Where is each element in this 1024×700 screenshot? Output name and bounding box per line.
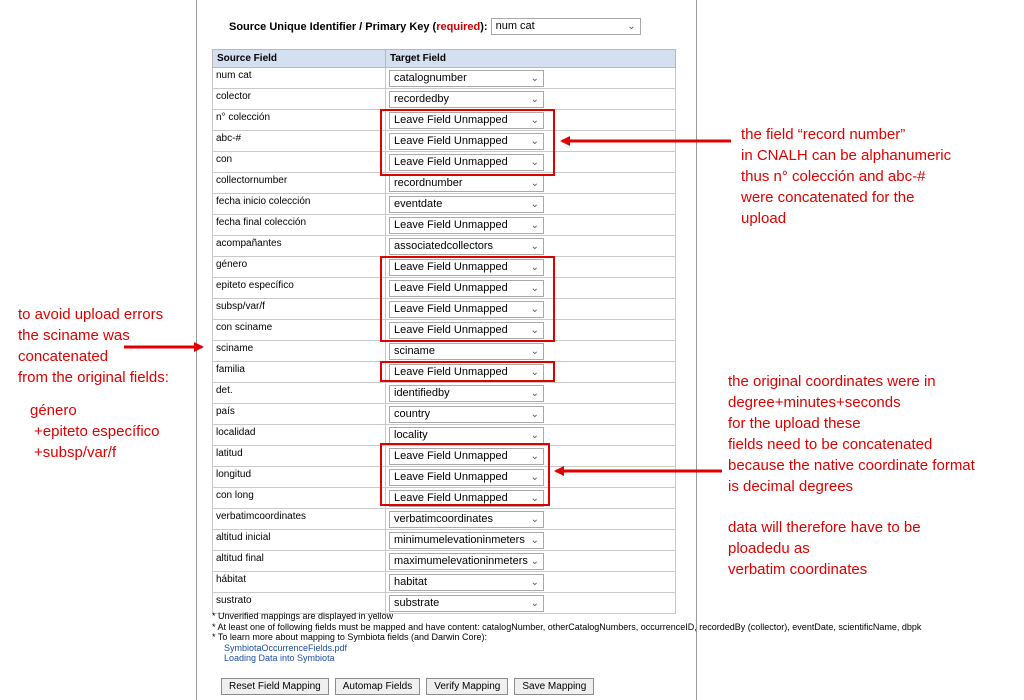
target-field-value: habitat (394, 575, 428, 588)
target-field-value: Leave Field Unmapped (394, 302, 508, 315)
chevron-down-icon: ⌄ (530, 93, 539, 105)
target-field-value: Leave Field Unmapped (394, 260, 508, 273)
source-field-cell: latitud (213, 446, 386, 467)
source-field-cell: con long (213, 488, 386, 509)
source-field-cell: género (213, 257, 386, 278)
chevron-down-icon: ⌄ (530, 408, 539, 420)
target-field-value: eventdate (394, 197, 443, 210)
primary-key-label-end: ): (480, 20, 488, 33)
note-learn-more: * To learn more about mapping to Symbiota fields (and Darwin Core): (212, 632, 487, 642)
source-field-cell: collectornumber (213, 173, 386, 194)
chevron-down-icon: ⌄ (530, 555, 539, 567)
target-field-value: Leave Field Unmapped (394, 155, 508, 168)
annotation-coordinates (728, 371, 975, 497)
target-field-value: minimumelevationinmeters (394, 533, 525, 546)
ann-line: thus n° colección and abc-# (741, 168, 926, 185)
source-field-cell: altitud final (213, 551, 386, 572)
save-mapping-button[interactable]: Save Mapping (514, 678, 594, 695)
chevron-down-icon: ⌄ (530, 324, 539, 336)
source-field-cell: sustrato (213, 593, 386, 614)
chevron-down-icon: ⌄ (530, 135, 539, 147)
primary-key-label: Source Unique Identifier / Primary Key ( (229, 20, 437, 33)
source-field-cell: con sciname (213, 320, 386, 341)
source-field-cell: con (213, 152, 386, 173)
chevron-down-icon: ⌄ (530, 345, 539, 357)
chevron-down-icon: ⌄ (530, 303, 539, 315)
ann-line: upload (741, 210, 787, 227)
source-field-cell: num cat (213, 68, 386, 89)
source-field-cell: acompañantes (213, 236, 386, 257)
chevron-down-icon: ⌄ (530, 387, 539, 399)
ann-line: género (30, 402, 77, 419)
required-marker: required (436, 20, 481, 33)
target-field-value: recordnumber (394, 176, 463, 189)
source-field-cell: longitud (213, 467, 386, 488)
target-field-value: Leave Field Unmapped (394, 470, 508, 483)
annotation-verbatim (728, 517, 921, 580)
target-field-value: Leave Field Unmapped (394, 281, 508, 294)
ann-line: +epiteto específico (34, 423, 160, 440)
ann-line: +subsp/var/f (34, 444, 117, 461)
source-field-header: Source Field (213, 50, 386, 68)
ann-line: for the upload these (728, 415, 861, 432)
source-field-cell: n° colección (213, 110, 386, 131)
target-field-value: maximumelevationinmeters (394, 554, 528, 567)
chevron-down-icon: ⌄ (530, 450, 539, 462)
ann-line: to avoid upload errors (18, 306, 164, 323)
ann-line: in CNALH can be alphanumeric (741, 147, 952, 164)
ann-line: the original coordinates were in (728, 373, 936, 390)
source-field-cell: fecha inicio colección (213, 194, 386, 215)
automap-fields-button[interactable]: Automap Fields (335, 678, 420, 695)
target-field-value: sciname (394, 344, 435, 357)
ann-line: the sciname was (18, 327, 130, 344)
verify-mapping-button[interactable]: Verify Mapping (426, 678, 508, 695)
chevron-down-icon: ⌄ (627, 21, 636, 32)
ann-line: were concatenated for the (741, 189, 915, 206)
chevron-down-icon: ⌄ (530, 177, 539, 189)
source-field-cell: altitud inicial (213, 530, 386, 551)
source-field-cell: verbatimcoordinates (213, 509, 386, 530)
target-field-value: locality (394, 428, 428, 441)
target-field-value: substrate (394, 596, 440, 609)
target-field-value: catalognumber (394, 71, 467, 84)
chevron-down-icon: ⌄ (530, 198, 539, 210)
chevron-down-icon: ⌄ (530, 261, 539, 273)
reset-field-mapping-button[interactable]: Reset Field Mapping (221, 678, 329, 695)
annotation-sciname-fields (30, 400, 160, 463)
annotation-record-number (741, 124, 951, 229)
ann-line: verbatim coordinates (728, 561, 868, 578)
ann-line: ploadedu as (728, 540, 810, 557)
note-unverified: * Unverified mappings are displayed in yellow (212, 611, 394, 621)
ann-line: the field “record number” (741, 126, 906, 143)
chevron-down-icon: ⌄ (530, 366, 539, 378)
target-field-value: associatedcollectors (394, 239, 494, 252)
source-field-cell: sciname (213, 341, 386, 362)
chevron-down-icon: ⌄ (530, 429, 539, 441)
symbiota-fields-link[interactable]: SymbiotaOccurrenceFields.pdf (224, 642, 348, 653)
chevron-down-icon: ⌄ (530, 282, 539, 294)
loading-data-link[interactable]: Loading Data into Symbiota (224, 653, 335, 663)
ann-line: is decimal degrees (728, 478, 854, 495)
source-field-cell: fecha final colección (213, 215, 386, 236)
chevron-down-icon: ⌄ (530, 72, 539, 84)
chevron-down-icon: ⌄ (530, 492, 539, 504)
chevron-down-icon: ⌄ (530, 534, 539, 546)
source-field-cell: hábitat (213, 572, 386, 593)
target-field-value: identifiedby (394, 386, 450, 399)
chevron-down-icon: ⌄ (530, 471, 539, 483)
source-field-cell: subsp/var/f (213, 299, 386, 320)
chevron-down-icon: ⌄ (530, 156, 539, 168)
target-field-value: country (394, 407, 431, 420)
ann-line: degree+minutes+seconds (728, 394, 901, 411)
target-field-value: Leave Field Unmapped (394, 449, 508, 462)
target-field-value: Leave Field Unmapped (394, 218, 508, 231)
source-field-cell: localidad (213, 425, 386, 446)
target-field-header: Target Field (386, 50, 676, 68)
ann-line: because the native coordinate format (728, 457, 975, 474)
source-field-cell: familia (213, 362, 386, 383)
annotation-sciname (18, 304, 169, 388)
chevron-down-icon: ⌄ (530, 597, 539, 609)
target-field-value: Leave Field Unmapped (394, 113, 508, 126)
chevron-down-icon: ⌄ (530, 114, 539, 126)
source-field-cell: país (213, 404, 386, 425)
chevron-down-icon: ⌄ (530, 576, 539, 588)
target-field-value: recordedby (394, 92, 450, 105)
target-field-value: Leave Field Unmapped (394, 491, 508, 504)
target-field-value: Leave Field Unmapped (394, 134, 508, 147)
target-field-value: Leave Field Unmapped (394, 323, 508, 336)
ann-line: concatenated (18, 348, 109, 365)
note-required-fields: * At least one of following fields must be mapped and have content: catalogNumber, otherCatalogNumbers, occurrenceID, recordedBy (collector), eventDate, scientificName, dbpk (212, 621, 922, 632)
source-field-cell: colector (213, 89, 386, 110)
target-field-value: Leave Field Unmapped (394, 365, 508, 378)
chevron-down-icon: ⌄ (530, 219, 539, 231)
source-field-cell: epiteto específico (213, 278, 386, 299)
ann-line: data will therefore have to be (728, 519, 921, 536)
chevron-down-icon: ⌄ (530, 240, 539, 252)
chevron-down-icon: ⌄ (530, 513, 539, 525)
ann-line: from the original fields: (18, 369, 169, 386)
ann-line: fields need to be concatenated (728, 436, 933, 453)
source-field-cell: abc-# (213, 131, 386, 152)
primary-key-value: num cat (495, 20, 535, 32)
target-field-value: verbatimcoordinates (394, 512, 494, 525)
source-field-cell: det. (213, 383, 386, 404)
